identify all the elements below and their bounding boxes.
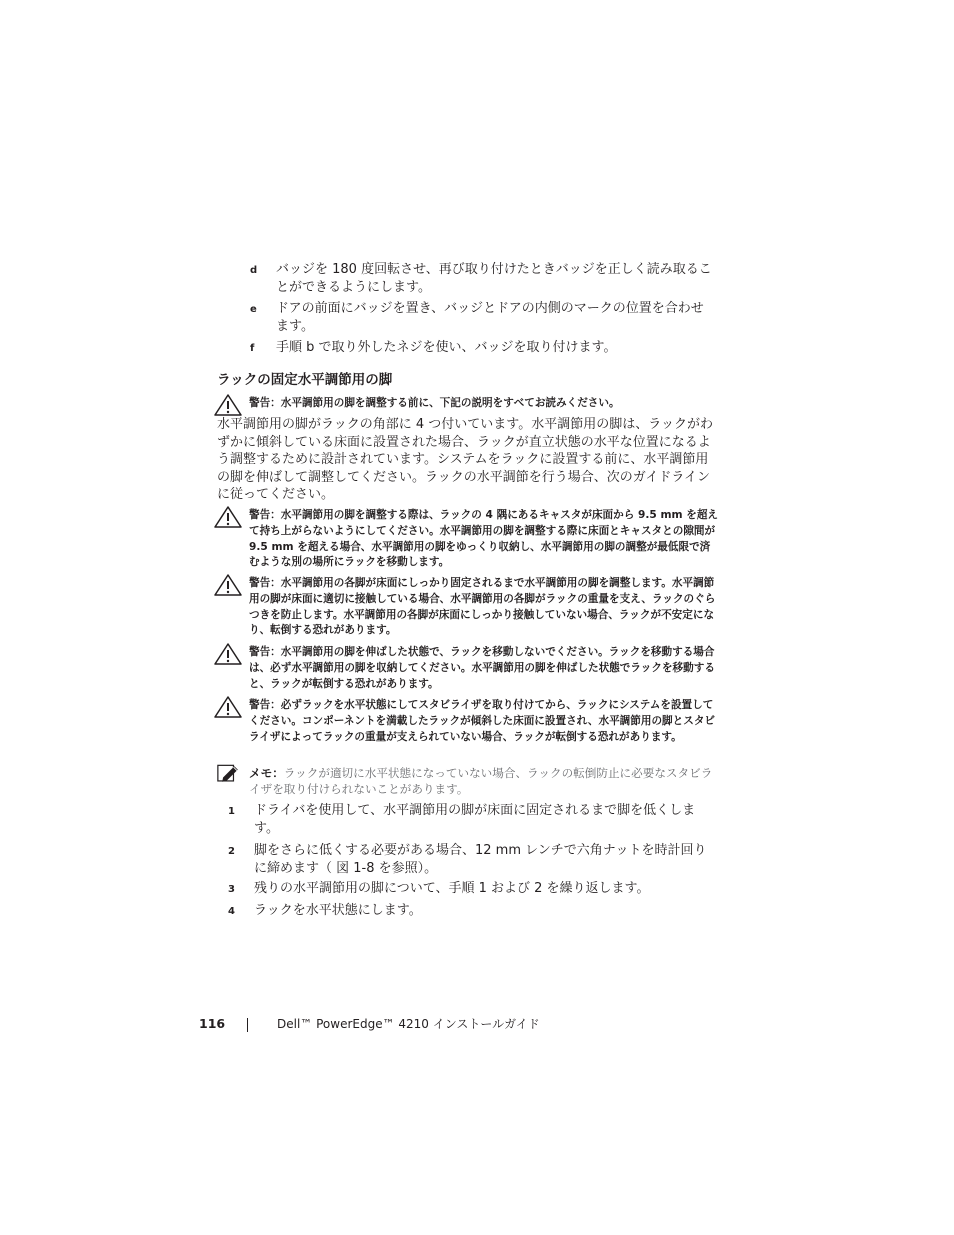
warning-2 — [213, 574, 719, 638]
step-text: 残りの水平調節用の脚について、手順 1 および 2 を繰り返します。 — [254, 881, 650, 896]
warning-text: 水平調節用の脚を伸ばした状態で、ラックを移動しないでください。ラックを移動する場合は、必ず水平調節用の脚を収納してください。水平調節用の脚を伸ばした状態でラックを移動すると、ラックが転倒する恐れがあります。 — [249, 646, 715, 690]
warning-intro — [213, 394, 719, 414]
substep-label: d — [250, 265, 258, 276]
warning-3 — [213, 643, 719, 691]
note — [213, 764, 719, 798]
step-text: ラックを水平状態にします。 — [254, 903, 422, 918]
footer-title: Dell™ PowerEdge™ 4210 インストールガイド — [277, 1017, 540, 1031]
warning-1 — [213, 506, 719, 570]
warning-tag: 警告： — [249, 509, 281, 521]
step-label: 1 — [228, 806, 235, 817]
warning-tag: 警告： — [249, 699, 281, 711]
note-tag: メモ： — [249, 766, 284, 780]
substep-text: 手順 b で取り外したネジを使い、バッジを取り付けます。 — [276, 340, 617, 355]
warning-text: 水平調節用の各脚が床面にしっかり固定されるまで水平調節用の脚を調整します。水平調節用の脚が床面に適切に接触している場合、水平調節用の各脚がラックの重量を支え、ラックのぐらつきを防止します。水平調節用の各脚が床面にしっかり接触していない場合、ラックが不安定になり、転倒する恐れがあります。 — [249, 577, 716, 637]
warning-text: 水平調節用の脚を調整する際は、ラックの 4 隅にあるキャスタが床面から 9.5 mm を超えて持ち上がらないようにしてください。水平調節用の脚を調整する際に床面とキャスタとの隙間が 9.5 mm を超える場合、水平調節用の脚をゆっくり収納し、水平調節用の脚の調整が最低限で済むような別の場所にラックを移動します。 — [249, 509, 719, 569]
warning-triangle-icon — [213, 506, 243, 528]
intro-paragraph: 水平調節用の脚がラックの角部に 4 つ付いています。水平調節用の脚は、ラックがわずかに傾斜している床面に設置された場合、ラックが直立状態の水平な位置になるよう調整するために設計されています。システムをラックに設置する前に、水平調節用の脚を伸ばして調整してください。ラックの水平調節を行う場合、次のガイドラインに従ってください。 — [217, 417, 713, 502]
warning-triangle-icon — [213, 394, 243, 416]
warning-triangle-icon — [213, 643, 243, 665]
footer-separator — [247, 1018, 248, 1032]
warning-tag: 警告： — [249, 577, 281, 589]
substep-text: バッジを 180 度回転させ、再び取り付けたときバッジを正しく読み取ることができるようにします。 — [276, 262, 712, 295]
note-pencil-icon — [217, 764, 243, 784]
substep-label: f — [250, 343, 255, 354]
warning-tag: 警告： — [249, 397, 281, 409]
step-label: 4 — [228, 906, 235, 917]
warning-text: 水平調節用の脚を調整する前に、下記の説明をすべてお読みください。 — [280, 397, 620, 409]
substep-label: e — [250, 304, 257, 315]
section-title: ラックの固定水平調節用の脚 — [217, 372, 393, 388]
step-text: ドライバを使用して、水平調節用の脚が床面に固定されるまで脚を低くします。 — [254, 803, 696, 836]
warning-triangle-icon — [213, 574, 243, 596]
substep-text: ドアの前面にバッジを置き、バッジとドアの内側のマークの位置を合わせます。 — [276, 301, 704, 334]
warning-triangle-icon — [213, 696, 243, 718]
warning-text: 必ずラックを水平状態にしてスタビライザを取り付けてから、ラックにシステムを設置してください。コンポーネントを満載したラックが傾斜した床面に設置され、水平調節用の脚とスタビライザによってラックの重量が支えられていない場合、ラックが転倒する恐れがあります。 — [249, 699, 716, 743]
warning-4 — [213, 696, 719, 760]
warning-tag: 警告： — [249, 646, 281, 658]
step-label: 2 — [228, 846, 235, 857]
step-text: 脚をさらに低くする必要がある場合、12 mm レンチで六角ナットを時計回りに締めます（ 図 1-8 を参照）。 — [254, 843, 707, 876]
step-label: 3 — [228, 884, 235, 895]
page-number: 116 — [199, 1016, 226, 1031]
note-text: ラックが適切に水平状態になっていない場合、ラックの転倒防止に必要なスタビライザを取り付けられないことがあります。 — [249, 766, 713, 796]
